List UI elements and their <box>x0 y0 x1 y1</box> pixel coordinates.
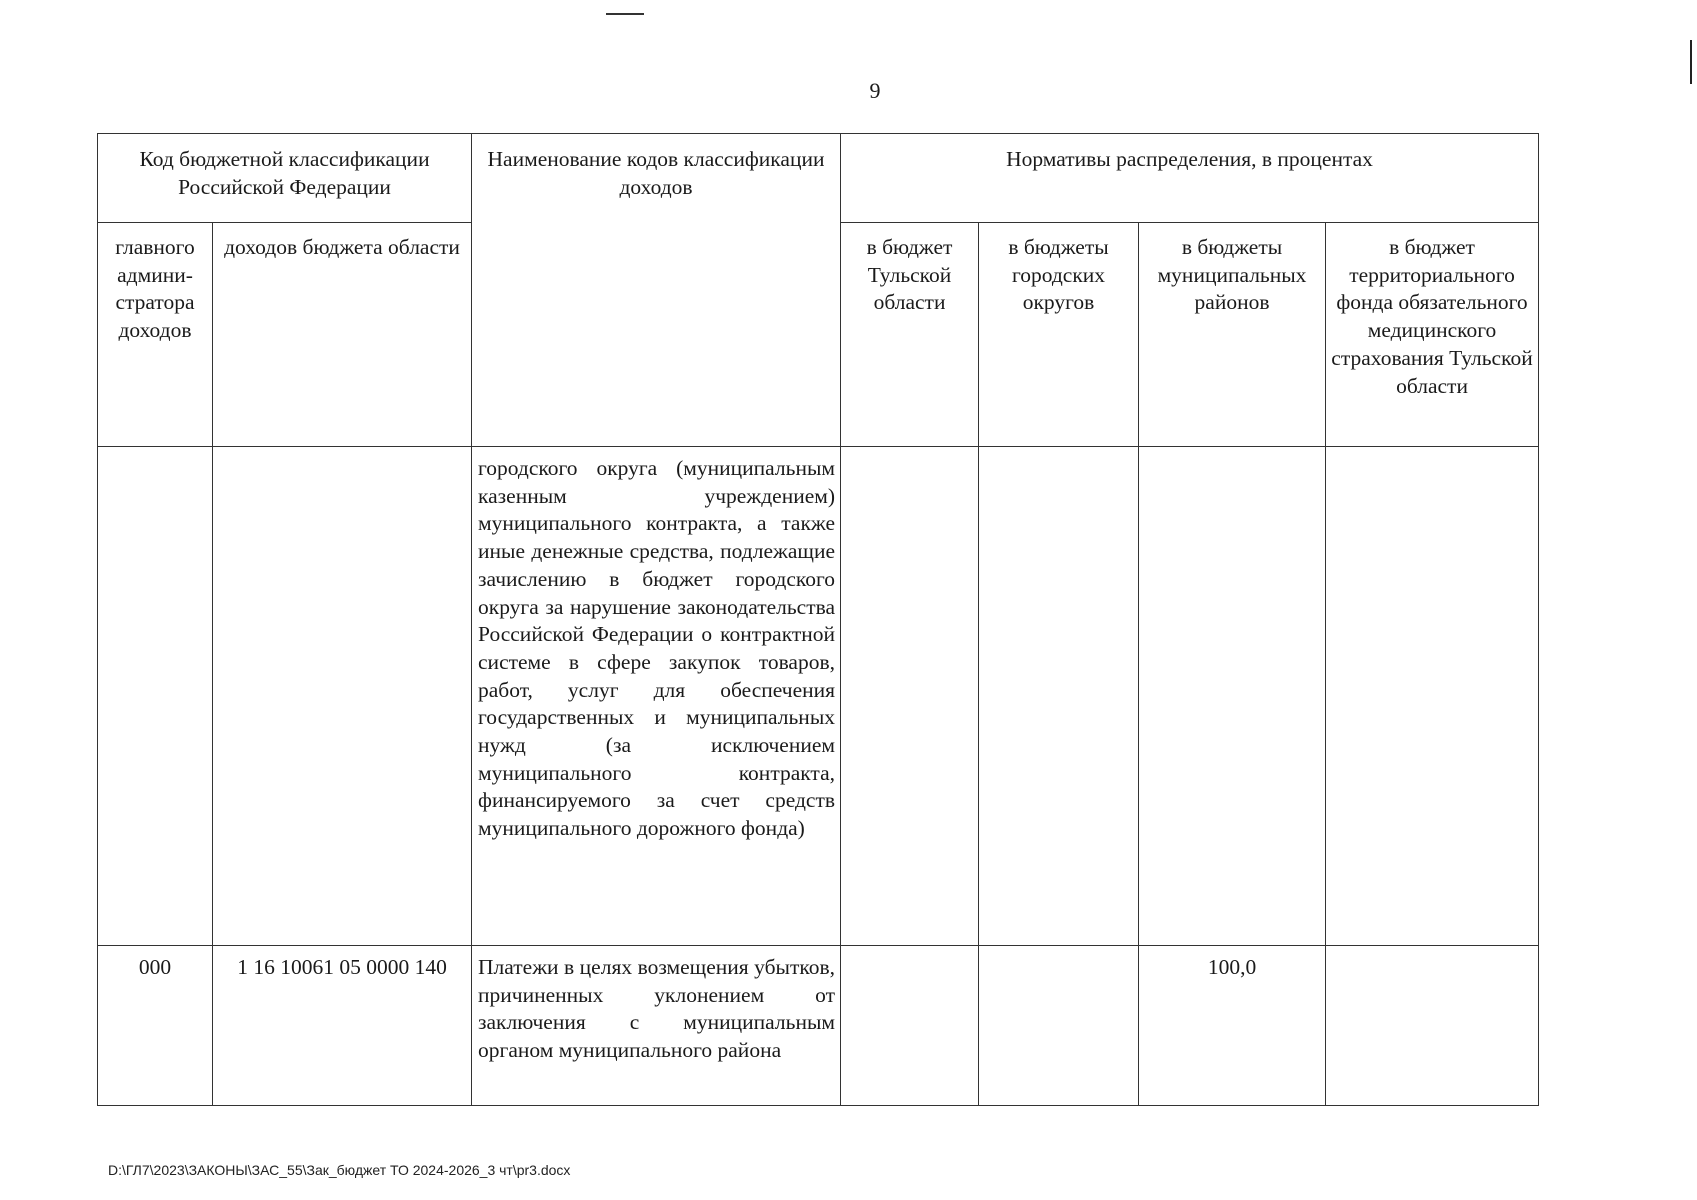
fund-value-cell <box>1326 946 1539 1106</box>
header-city-budgets: в бюджеты городских округов <box>979 223 1139 447</box>
table-row <box>98 447 1539 946</box>
tula-value-cell <box>841 447 979 946</box>
budget-classification-table <box>97 133 1539 1106</box>
header-name-column: Наименование кодов классификации доходов <box>472 134 841 447</box>
city-value-cell <box>979 447 1139 946</box>
header-code-group: Код бюджетной классификации Российской Федерации <box>98 134 472 223</box>
income-code-cell <box>213 447 472 946</box>
admin-code-cell: 000 <box>98 946 213 1106</box>
admin-code-cell <box>98 447 213 946</box>
municipal-value-cell <box>1139 447 1326 946</box>
fund-value-cell <box>1326 447 1539 946</box>
header-admin-code: главного админи-стратора доходов <box>98 223 213 447</box>
header-norms-group: Нормативы распределения, в процентах <box>841 134 1539 223</box>
header-income-code: доходов бюджета области <box>213 223 472 447</box>
income-name-cell: Платежи в целях возмещения убытков, причиненных уклонением от заключения с муниципальным органом муниципального района <box>472 946 841 1106</box>
header-tula-budget: в бюджет Тульской области <box>841 223 979 447</box>
table-row <box>98 946 1539 1106</box>
city-value-cell <box>979 946 1139 1106</box>
page-number: 9 <box>869 78 881 103</box>
header-insurance-fund: в бюджет территориального фонда обязательного медицинского страхования Тульской области <box>1326 223 1539 447</box>
municipal-value-cell: 100,0 <box>1139 946 1326 1106</box>
tula-value-cell <box>841 946 979 1106</box>
income-name-cell: городского округа (муниципальным казенным учреждением) муниципального контракта, а также иные денежные средства, подлежащие зачислению в бюджет городского округа за нарушение законодательства Российской Федерации о контрактной системе в сфере закупок товаров, работ, услуг для обеспечения государственных и муниципальных нужд (за исключением муниципального контракта, финансируемого за счет средств муниципального дорожного фонда) <box>472 447 841 946</box>
header-municipal-budgets: в бюджеты муниципальных районов <box>1139 223 1326 447</box>
header-dash-mark <box>606 13 644 15</box>
table-header-row-main <box>98 134 1539 223</box>
footer-file-path: D:\ГЛ7\2023\ЗАКОНЫ\ЗАС_55\Зак_бюджет ТО 2024-2026_3 чт\pr3.docx <box>108 1162 571 1178</box>
income-code-cell: 1 16 10061 05 0000 140 <box>213 946 472 1106</box>
